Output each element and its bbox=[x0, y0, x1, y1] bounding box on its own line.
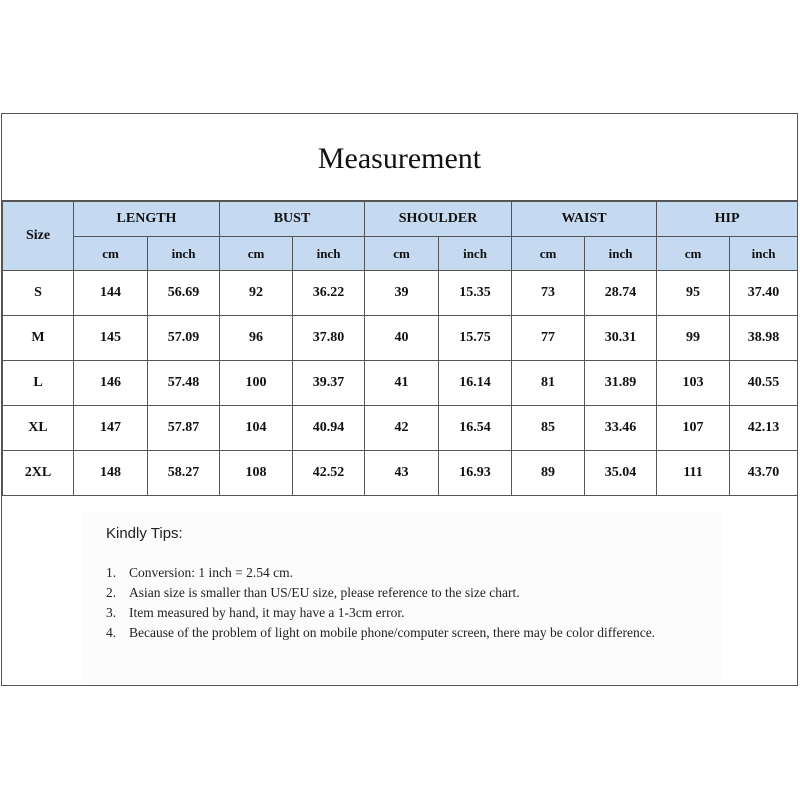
value-cell: 16.93 bbox=[439, 451, 512, 496]
value-cell: 145 bbox=[74, 316, 148, 361]
tip-item bbox=[106, 623, 706, 643]
unit-header: inch bbox=[585, 237, 657, 271]
tip-text: Because of the problem of light on mobile phone/computer screen, there may be color difference. bbox=[129, 625, 656, 640]
tip-item bbox=[106, 563, 706, 583]
group-header-waist: WAIST bbox=[512, 202, 657, 237]
value-cell: 85 bbox=[512, 406, 585, 451]
value-cell: 57.48 bbox=[148, 361, 220, 406]
value-cell: 57.87 bbox=[148, 406, 220, 451]
value-cell: 43 bbox=[365, 451, 439, 496]
value-cell: 147 bbox=[74, 406, 148, 451]
table-body bbox=[3, 271, 798, 496]
value-cell: 43.70 bbox=[730, 451, 798, 496]
size-cell: L bbox=[3, 361, 74, 406]
size-cell: M bbox=[3, 316, 74, 361]
table-row bbox=[3, 316, 798, 361]
value-cell: 39 bbox=[365, 271, 439, 316]
unit-header: cm bbox=[74, 237, 148, 271]
value-cell: 95 bbox=[657, 271, 730, 316]
value-cell: 148 bbox=[74, 451, 148, 496]
unit-header-row bbox=[3, 237, 798, 271]
value-cell: 40.94 bbox=[293, 406, 365, 451]
measurement-chart bbox=[1, 113, 798, 686]
tips-box bbox=[82, 511, 722, 683]
value-cell: 107 bbox=[657, 406, 730, 451]
unit-header: inch bbox=[439, 237, 512, 271]
value-cell: 73 bbox=[512, 271, 585, 316]
value-cell: 37.40 bbox=[730, 271, 798, 316]
value-cell: 36.22 bbox=[293, 271, 365, 316]
unit-header: cm bbox=[220, 237, 293, 271]
tip-text: Asian size is smaller than US/EU size, please reference to the size chart. bbox=[129, 585, 520, 600]
group-header-shoulder: SHOULDER bbox=[365, 202, 512, 237]
table-row bbox=[3, 451, 798, 496]
value-cell: 15.75 bbox=[439, 316, 512, 361]
tip-text: Item measured by hand, it may have a 1-3cm error. bbox=[129, 605, 405, 620]
unit-header: cm bbox=[512, 237, 585, 271]
value-cell: 38.98 bbox=[730, 316, 798, 361]
tips-title: Kindly Tips: bbox=[106, 525, 183, 542]
unit-header: cm bbox=[365, 237, 439, 271]
value-cell: 103 bbox=[657, 361, 730, 406]
tip-number: 2. bbox=[106, 585, 117, 600]
group-header-length: LENGTH bbox=[74, 202, 220, 237]
tips-list bbox=[106, 563, 706, 643]
value-cell: 108 bbox=[220, 451, 293, 496]
group-header-hip: HIP bbox=[657, 202, 798, 237]
value-cell: 39.37 bbox=[293, 361, 365, 406]
tip-text: Conversion: 1 inch = 2.54 cm. bbox=[129, 565, 293, 580]
unit-header: inch bbox=[293, 237, 365, 271]
value-cell: 81 bbox=[512, 361, 585, 406]
tip-number: 1. bbox=[106, 565, 117, 580]
value-cell: 33.46 bbox=[585, 406, 657, 451]
tip-item bbox=[106, 583, 706, 603]
table-row bbox=[3, 406, 798, 451]
tip-number: 3. bbox=[106, 605, 117, 620]
chart-title: Measurement bbox=[2, 114, 797, 201]
value-cell: 16.54 bbox=[439, 406, 512, 451]
size-header: Size bbox=[3, 202, 74, 271]
value-cell: 58.27 bbox=[148, 451, 220, 496]
value-cell: 40 bbox=[365, 316, 439, 361]
value-cell: 96 bbox=[220, 316, 293, 361]
tip-item bbox=[106, 603, 706, 623]
table-row bbox=[3, 271, 798, 316]
value-cell: 57.09 bbox=[148, 316, 220, 361]
tip-number: 4. bbox=[106, 625, 117, 640]
value-cell: 92 bbox=[220, 271, 293, 316]
table-row bbox=[3, 361, 798, 406]
value-cell: 100 bbox=[220, 361, 293, 406]
value-cell: 89 bbox=[512, 451, 585, 496]
value-cell: 42 bbox=[365, 406, 439, 451]
unit-header: cm bbox=[657, 237, 730, 271]
value-cell: 99 bbox=[657, 316, 730, 361]
size-cell: 2XL bbox=[3, 451, 74, 496]
value-cell: 28.74 bbox=[585, 271, 657, 316]
value-cell: 42.52 bbox=[293, 451, 365, 496]
size-table bbox=[2, 201, 798, 496]
value-cell: 56.69 bbox=[148, 271, 220, 316]
size-cell: S bbox=[3, 271, 74, 316]
value-cell: 111 bbox=[657, 451, 730, 496]
value-cell: 16.14 bbox=[439, 361, 512, 406]
value-cell: 146 bbox=[74, 361, 148, 406]
value-cell: 144 bbox=[74, 271, 148, 316]
value-cell: 31.89 bbox=[585, 361, 657, 406]
group-header-bust: BUST bbox=[220, 202, 365, 237]
value-cell: 40.55 bbox=[730, 361, 798, 406]
value-cell: 30.31 bbox=[585, 316, 657, 361]
value-cell: 104 bbox=[220, 406, 293, 451]
value-cell: 42.13 bbox=[730, 406, 798, 451]
group-header-row bbox=[3, 202, 798, 237]
value-cell: 35.04 bbox=[585, 451, 657, 496]
value-cell: 41 bbox=[365, 361, 439, 406]
unit-header: inch bbox=[730, 237, 798, 271]
value-cell: 15.35 bbox=[439, 271, 512, 316]
size-cell: XL bbox=[3, 406, 74, 451]
value-cell: 37.80 bbox=[293, 316, 365, 361]
value-cell: 77 bbox=[512, 316, 585, 361]
unit-header: inch bbox=[148, 237, 220, 271]
